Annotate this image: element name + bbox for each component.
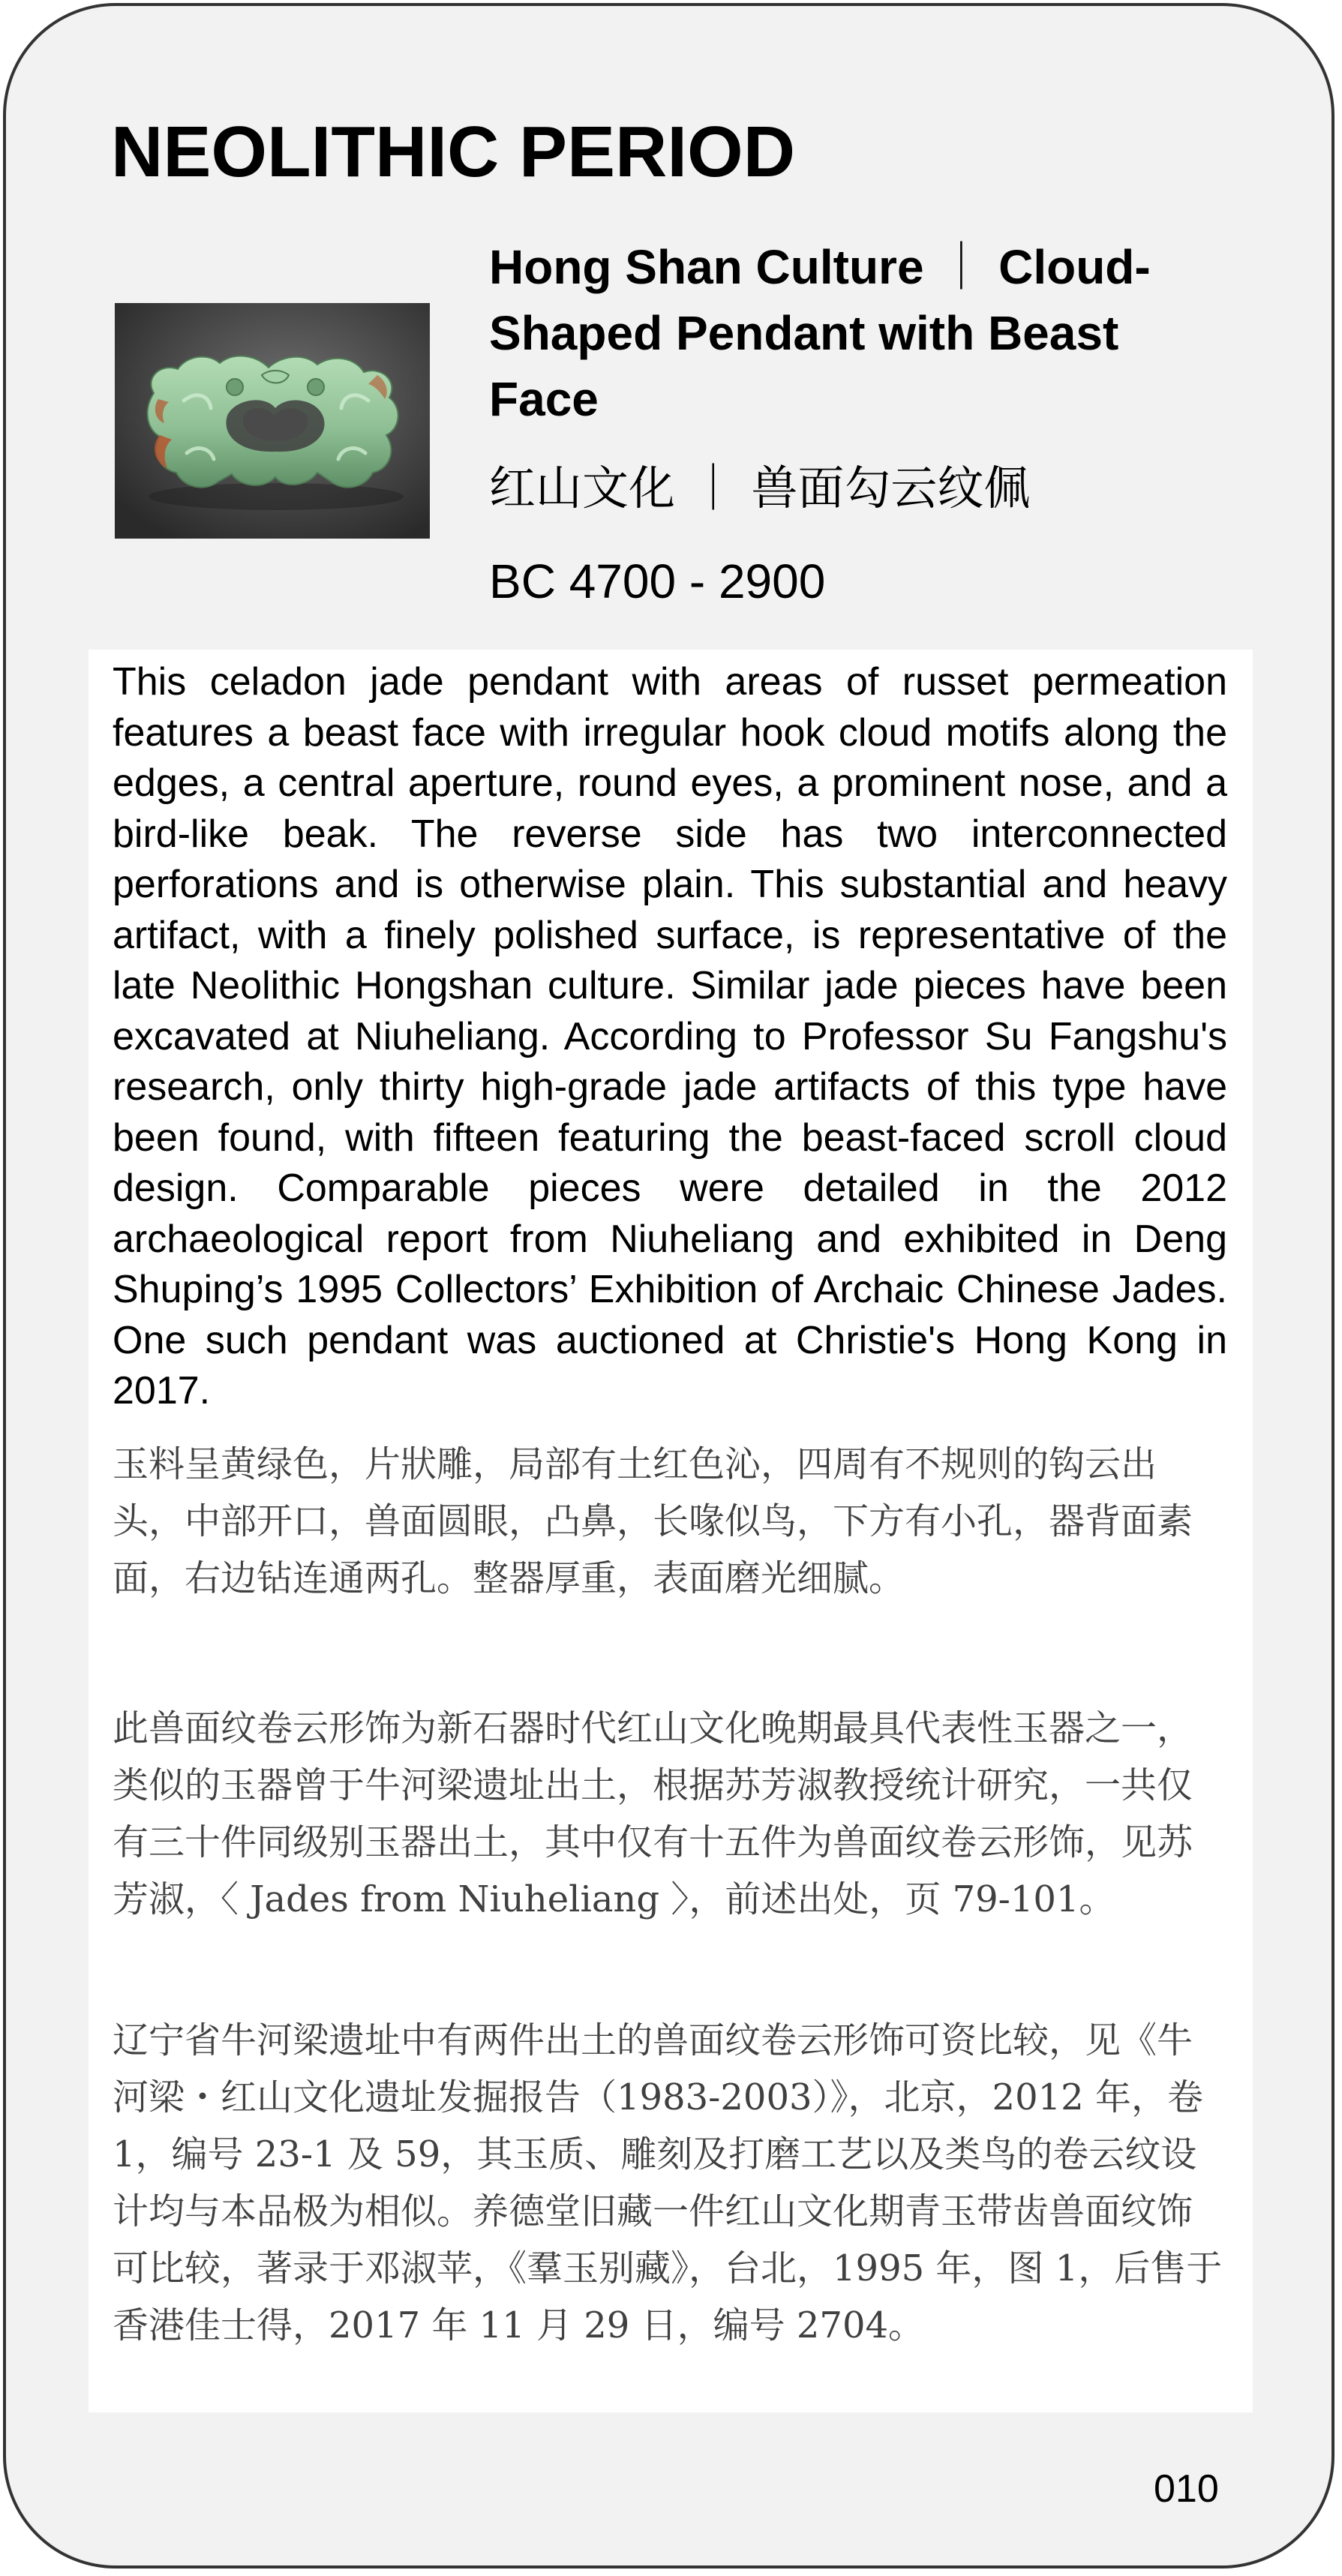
description-chinese-paragraph-2: 此兽面纹卷云形饰为新石器时代红山文化晚期最具代表性玉器之一，类似的玉器曾于牛河梁遗址出土，根据苏芳淑教授统计研究，一共仅有三十件同级别玉器出土，其中仅有十五件为兽面纹卷云形饰，见苏芳淑，〈 Jades from Niuheliang 〉，前述出处，页 79-101。 [113, 1707, 1193, 1920]
description-chinese-paragraph-1: 玉料呈黄绿色，片狀雕，局部有土红色沁，四周有不规则的钩云出头，中部开口，兽面圆眼，凸鼻，长喙似鸟，下方有小孔，器背面素面，右边钻连通两孔。整器厚重，表面磨光细腻。 [113, 1443, 1193, 1599]
description-chinese-paragraph-3: 辽宁省牛河梁遗址中有两件出土的兽面纹卷云形饰可资比较，见《牛河梁・红山文化遗址发掘报告（1983-2003）》，北京，2012 年，卷 1，编号 23-1 及 59，其玉质、雕刻及打磨工艺以及类鸟的卷云纹设计均与本品极为相似。养德堂旧藏一件红山文化期青玉带齿兽面纹饰可比较，著录于邓淑苹，《羣玉别藏》，台北，1995 年，图 1，后售于香港佳士得，2017 年 11 月 29 日，编号 2704。 [113, 2019, 1223, 2346]
jade-pendant-illustration [115, 303, 430, 539]
description-panel [89, 650, 1253, 2412]
object-name-en: Cloud-Shaped Pendant with Beast Face [489, 240, 1151, 426]
period-title: NEOLITHIC PERIOD [111, 112, 796, 192]
artwork-title-en [489, 234, 1239, 432]
description-english: This celadon jade pendant with areas of russet permeation features a beast face with irregular hook cloud motifs along the edges, a central aperture, round eyes, a prominent nose, and a bird-like beak. The reverse side has two interconnected perforations and is otherwise plain. This substantial and heavy artifact, with a finely polished surface, is representative of the late Neolithic Hongshan culture. Similar jade pieces have been excavated at Niuheliang. According to Professor Su Fangshu's research, only thirty high-grade jade artifacts of this type have been found, with fifteen featuring the beast-faced scroll cloud design. Comparable pieces were detailed in the 2012 archaeological report from Niuheliang and exhibited in Deng Shuping’s 1995 Collectors’ Exhibition of Archaic Chinese Jades. One such pendant was auctioned at Christie's Hong Kong in 2017. [113, 660, 1227, 1413]
catalog-card [3, 3, 1334, 2568]
artwork-photo [115, 303, 430, 539]
page-number: 010 [1154, 2467, 1219, 2511]
date-range: BC 4700 - 2900 [489, 554, 826, 608]
artwork-title-zh: 红山文化 ｜ 兽面勾云纹佩 [489, 461, 1031, 515]
culture-name-en: Hong Shan Culture [489, 240, 924, 294]
title-separator: ｜ [937, 240, 986, 294]
